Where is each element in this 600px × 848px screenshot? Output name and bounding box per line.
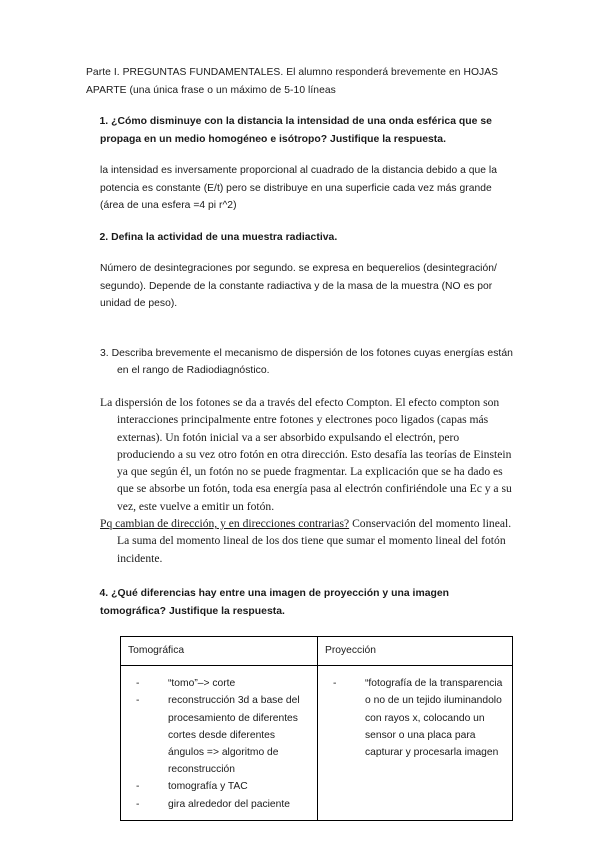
list-item-text: “fotografía de la transparencia o no de un tejido iluminandolo con rayos x, colocando un sensor o una placa para capturar y procesarla imagen (365, 678, 503, 758)
list-item-text: reconstrucción 3d a base del procesamiento de diferentes cortes desde diferentes ángulos => algoritmo de reconstrucción (168, 695, 300, 776)
list-item (136, 796, 310, 813)
proyeccion-list (325, 671, 505, 761)
answer-3-part2-line (100, 515, 514, 567)
table-cell-tomografica (121, 666, 318, 821)
answer-2: Número de desintegraciones por segundo. se expresa en bequerelios (desintegración/ segundo). Depende de la constante radiactiva y de la masa de la muestra (NO es por unidad de peso). (100, 263, 497, 310)
tomografica-list (128, 671, 310, 813)
list-item (136, 778, 310, 795)
answer-3-part1: La dispersión de los fotones se da a través del efecto Compton. El efecto compton son interacciones principalmente entre fotones y electrones poco ligados (capas más externas). Un fotón inicial va a ser absorbido expulsando el electrón, pero produciendo a su vez otro fotón en otra dirección. Esto desafía las teorías de Einstein ya que según él, un fotón no se puede fragmentar. La explicación que se ha dado es que se absorbe un fotón, toda esa energía pasa al electrón confiriéndole una Ec y a su vez, este vuelve a emitir un fotón. (100, 395, 512, 513)
question-2: 2. Defina la actividad de una muestra radiactiva. (99, 231, 338, 243)
question-3: 3. Describa brevemente el mecanismo de dispersión de los fotones cuyas energías están en el rango de Radiodiagnóstico. (100, 347, 513, 377)
comparison-table (120, 636, 513, 821)
list-item-text: gira alrededor del paciente (168, 798, 290, 810)
list-item-text: “tomo”–> corte (168, 678, 236, 690)
answer-3-part2: Conservación del momento lineal. La suma del momento lineal de los dos tiene que sumar el momento lineal del fotón incidente. (117, 517, 512, 565)
table-cell-proyeccion (318, 666, 513, 821)
table-header-proyeccion: Proyección (318, 637, 513, 666)
list-item-text: tomografía y TAC (168, 781, 248, 793)
answer-3 (86, 394, 514, 567)
question-1: 1. ¿Cómo disminuye con la distancia la intensidad de una onda esférica que se propaga en un medio homogéneo e isótropo? Justifique la respuesta. (99, 116, 492, 145)
dash-marker: - (333, 678, 337, 690)
question-4: 4. ¿Qué diferencias hay entre una imagen de proyección y una imagen tomográfica? Justifique la respuesta. (99, 587, 450, 617)
list-item (333, 675, 505, 761)
comparison-table-wrapper (86, 636, 514, 821)
list-item (136, 692, 310, 778)
dash-marker: - (136, 695, 140, 707)
table-header-row (121, 637, 513, 666)
dash-marker: - (136, 798, 140, 810)
answer-1: la intensidad es inversamente proporcional al cuadrado de la distancia debido a que la potencia es constante (E/t) pero se distribuye en una superficie cada vez más grande (área de una esfera =4 pi r^2) (100, 165, 497, 212)
table-header-tomografica: Tomográfica (121, 637, 318, 666)
list-item (136, 675, 310, 692)
dash-marker: - (136, 678, 140, 690)
section-spacer (86, 327, 514, 345)
table-row (121, 666, 513, 821)
answer-3-underlined: Pq cambian de dirección, y en direcciones contrarias? (100, 517, 350, 531)
intro-paragraph: Parte I. PREGUNTAS FUNDAMENTALES. El alumno responderá brevemente en HOJAS APARTE (una única frase o un máximo de 5-10 líneas (86, 67, 499, 96)
dash-marker: - (136, 781, 140, 793)
document-content (86, 64, 514, 821)
